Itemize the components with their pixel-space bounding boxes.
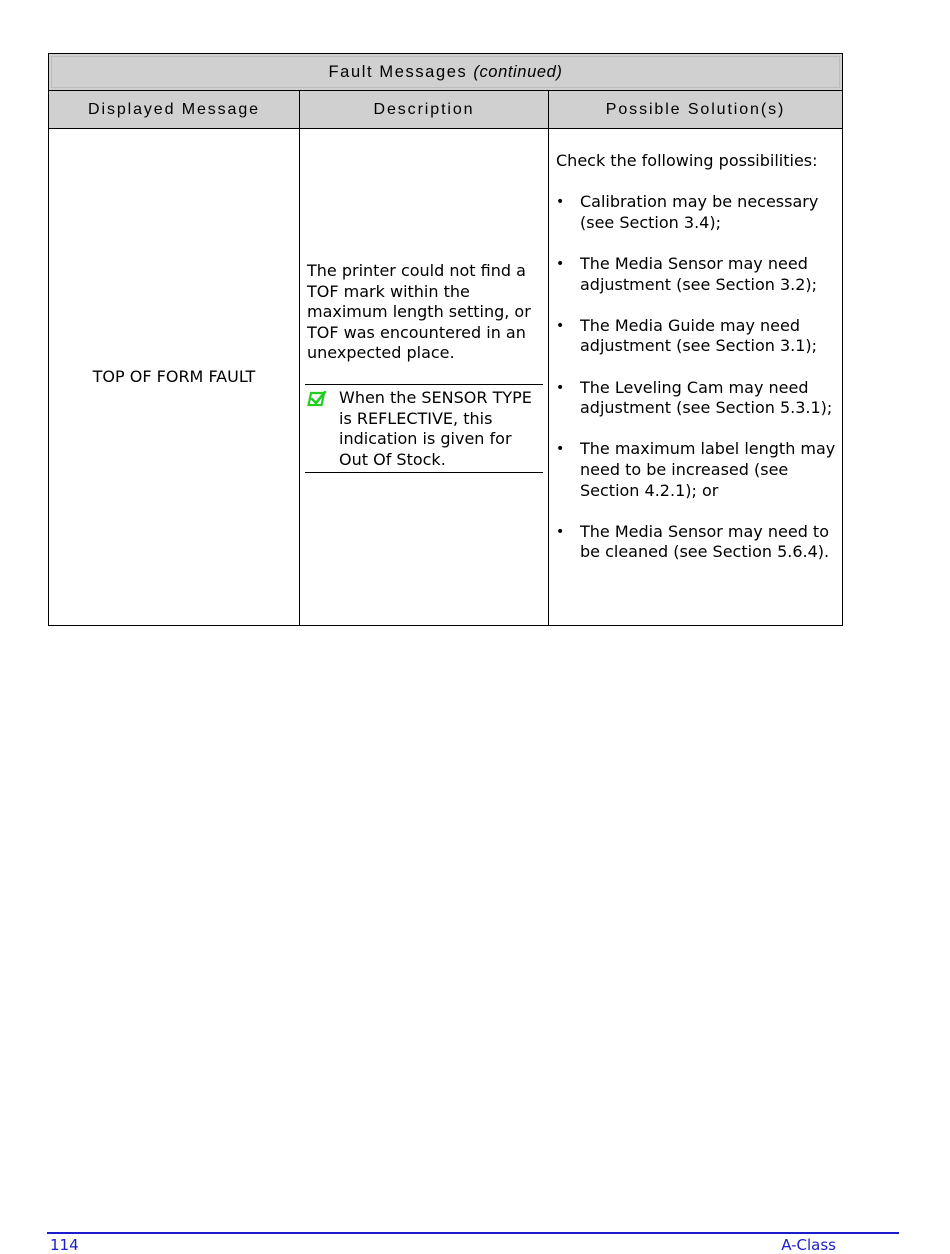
column-header-displayed-message: Displayed Message [49, 91, 300, 129]
list-item: • The Leveling Cam may need adjustment (see Section 5.3.1); [556, 377, 833, 418]
fault-messages-table [48, 53, 843, 626]
footer-divider [47, 1232, 899, 1234]
note-box [305, 384, 543, 473]
bullet-icon: • [556, 523, 565, 540]
table-title [49, 54, 843, 91]
table-title-text: Fault Messages [328, 62, 468, 81]
bullet-icon: • [556, 194, 565, 211]
column-header-description: Description [300, 91, 549, 129]
displayed-message: TOP OF FORM FAULT [92, 366, 256, 386]
column-header-possible-solutions: Possible Solution(s) [549, 91, 843, 129]
list-item: • Calibration may be necessary (see Section 3.4); [556, 192, 819, 232]
list-item: • The Media Sensor may need adjustment (see Section 3.2); [556, 253, 818, 294]
bullet-icon: • [556, 317, 565, 334]
bullet-icon: • [556, 441, 565, 458]
table-title-suffix: (continued) [473, 62, 563, 81]
description-cell [300, 129, 549, 626]
possible-solutions-cell [549, 129, 843, 626]
table-row [49, 129, 843, 626]
displayed-message-cell [49, 129, 300, 626]
bullet-icon: • [556, 379, 565, 396]
bullet-icon: • [556, 255, 565, 272]
solutions-intro: Check the following possibilities: [556, 151, 818, 170]
checkbox-note-icon [305, 388, 339, 470]
description-text: The printer could not find a TOF mark within the maximum length setting, or TOF was encountered in an unexpected place. [307, 261, 531, 363]
list-item: • The Media Guide may need adjustment (see Section 3.1); [556, 315, 818, 356]
page-number: 114 [50, 1236, 79, 1254]
footer-product-name: A-Class [781, 1236, 836, 1254]
solutions-list [556, 192, 838, 563]
list-item: • The Media Sensor may need to be cleaned (see Section 5.6.4). [556, 521, 830, 562]
list-item: • The maximum label length may need to be increased (see Section 4.2.1); or [556, 439, 836, 500]
note-text: When the SENSOR TYPE is REFLECTIVE, this indication is given for Out Of Stock. [339, 387, 532, 469]
